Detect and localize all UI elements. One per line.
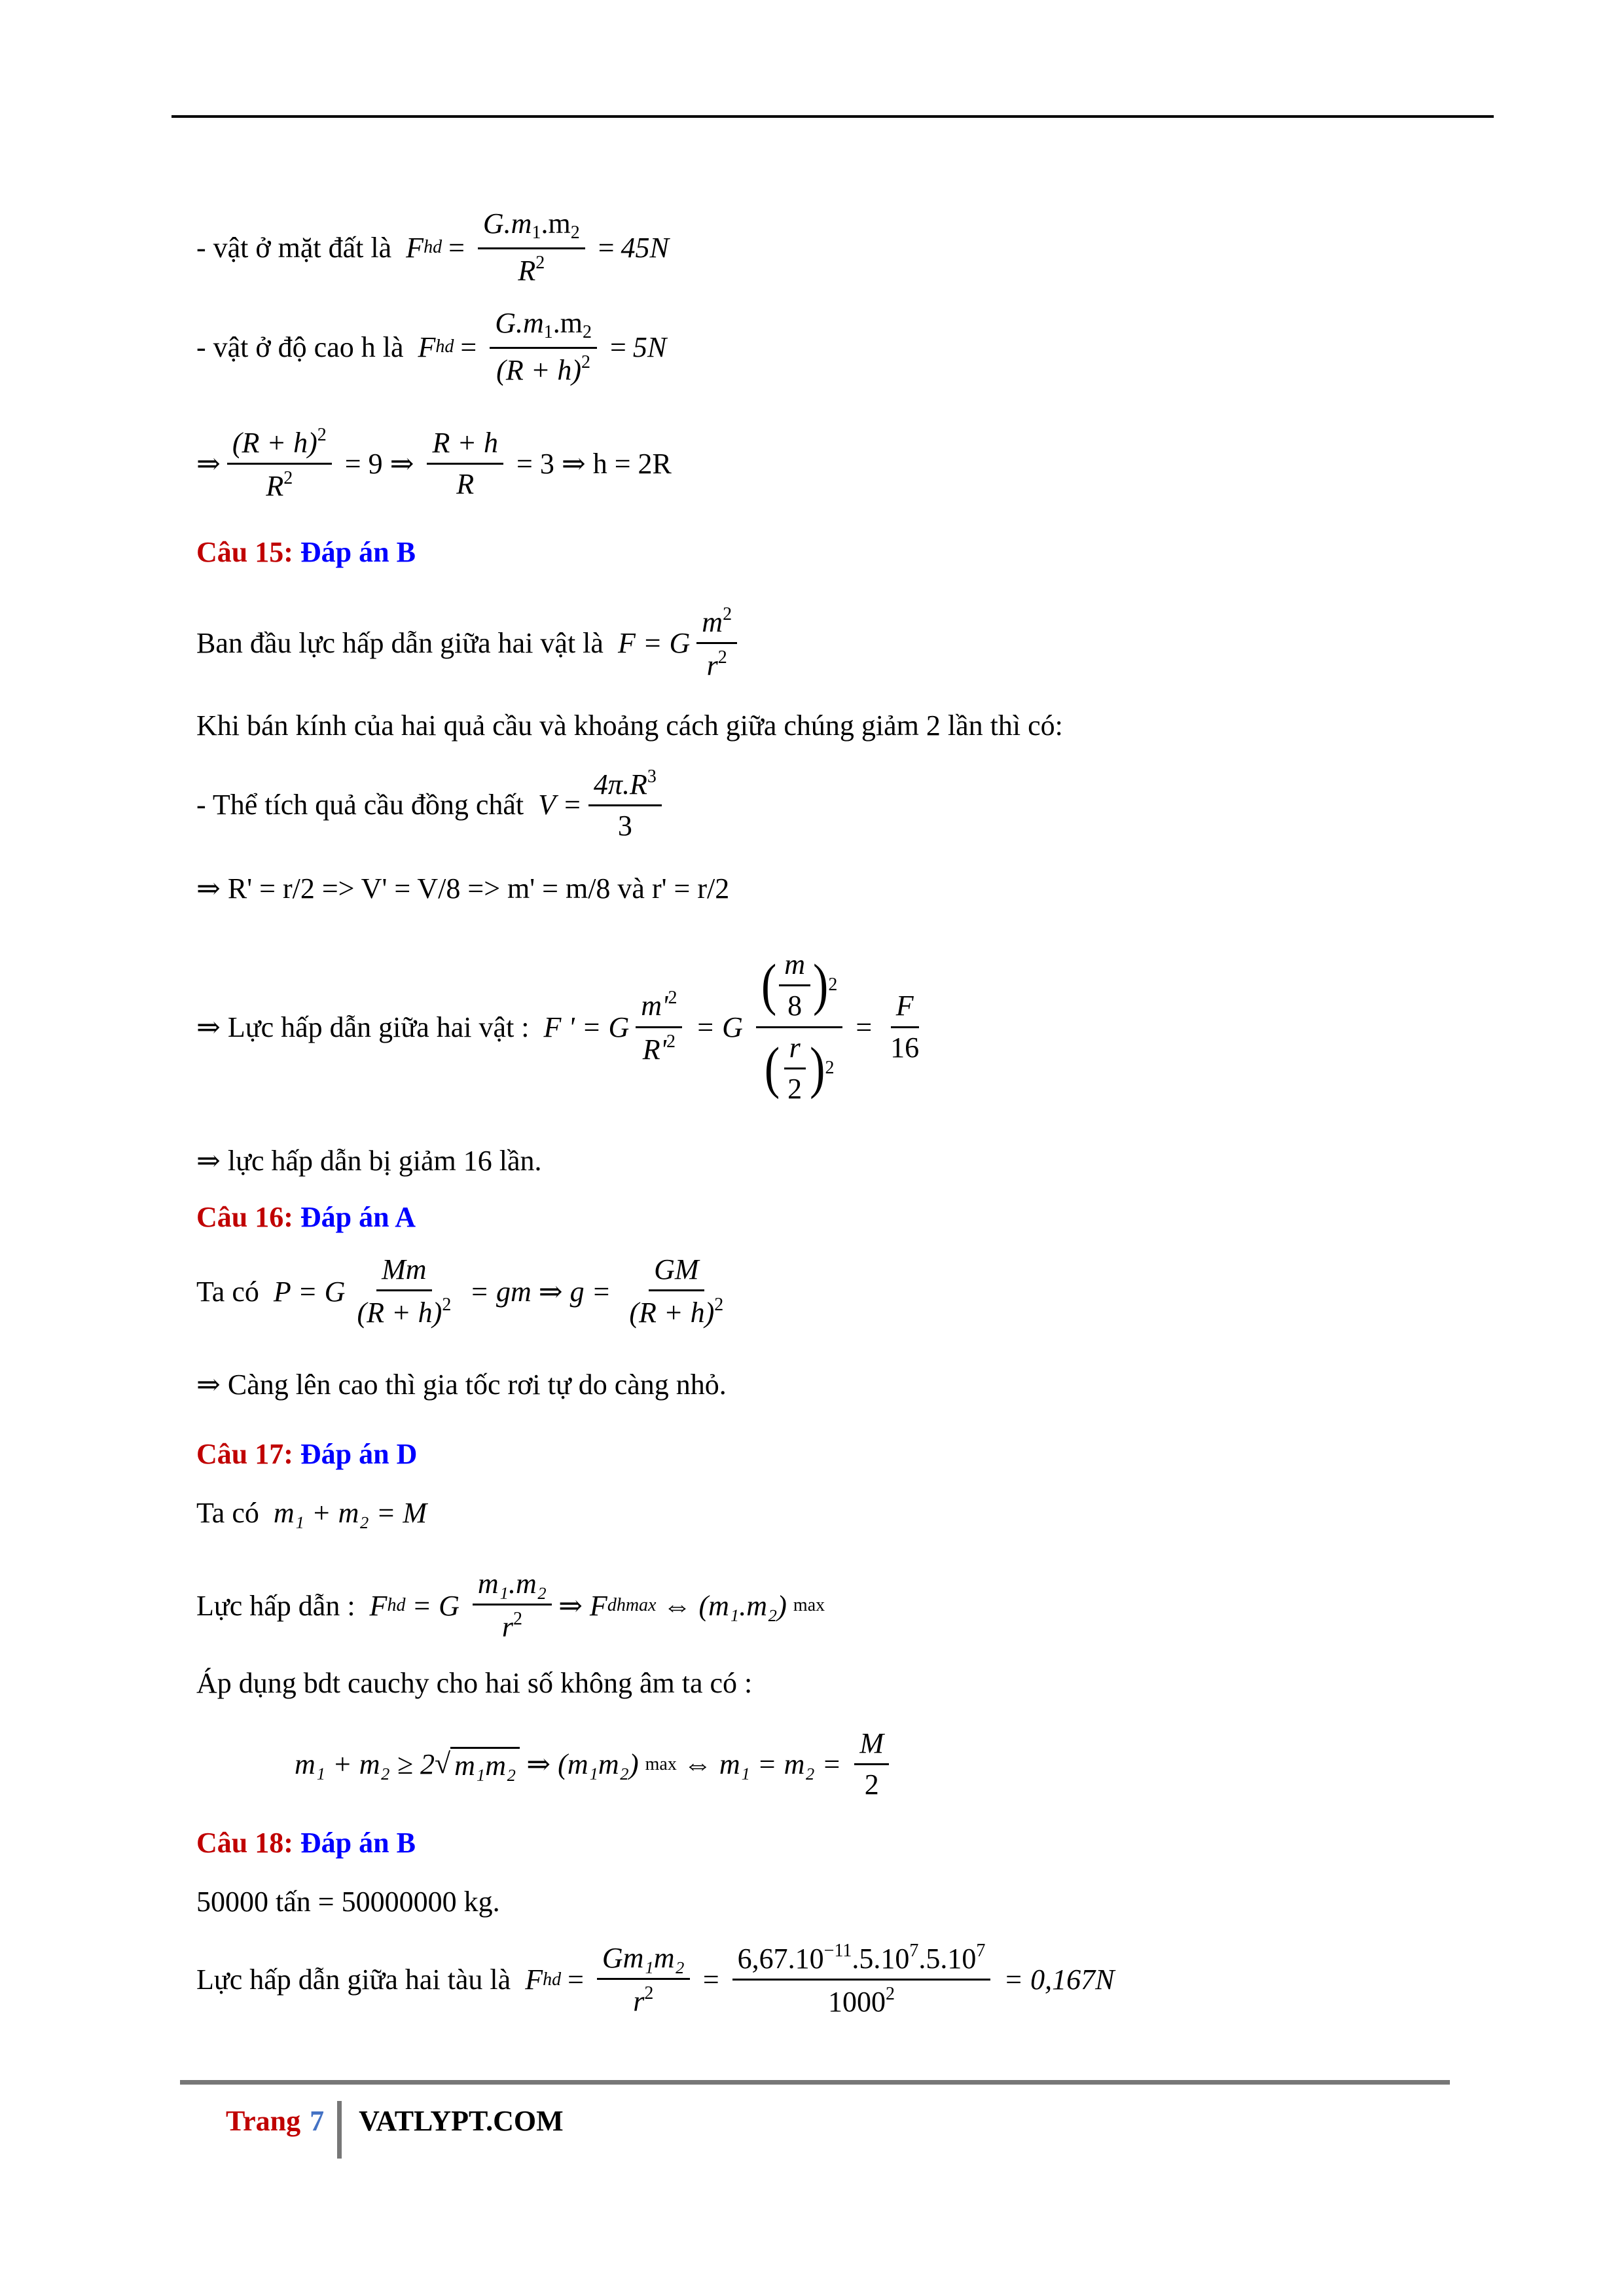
q16-heading: Câu 16: Đáp án A [196, 1201, 416, 1233]
line-ratio [196, 425, 678, 503]
text-surface: - vật ở mặt đất là [196, 231, 392, 264]
footer-site: VATLYPT.COM [359, 2104, 564, 2137]
footer-page-number: 7 [310, 2104, 325, 2137]
q15-condition: Khi bán kính của hai quả cầu và khoảng cách giữa chúng giảm 2 lần thì có: [196, 709, 1063, 742]
header-rule [171, 115, 1494, 118]
q15-heading: Câu 15: Đáp án B [196, 536, 416, 568]
equation-ratio: ⇒ $\frac{(R + h)^2}{R^2}$ = 9 ⇒ $\frac{R + h}{R}$ = 3 ⇒ h = 2R [196, 425, 672, 503]
q18-heading: Câu 18: Đáp án B [196, 1827, 416, 1859]
q16-conclusion: ⇒ Càng lên cao thì gia tốc rơi tự do càng nhỏ. [196, 1369, 727, 1401]
line-surface-force [196, 208, 669, 287]
q18-conversion: 50000 tấn = 50000000 kg. [196, 1886, 500, 1918]
q15-conclusion: ⇒ lực hấp dẫn bị giảm 16 lần. [196, 1145, 542, 1177]
q18-force: Lực hấp dẫn giữa hai tàu là F hd = $\frac{\text{Gm₁m₂}}{r^2}$ = $\frac{6,67.10^{-11}.5.10^7.5.10^7}{1000^2}$ = 0,167N [196, 1941, 1115, 2018]
q17-heading: Câu 17: Đáp án D [196, 1438, 418, 1470]
footer-page-label: Trang [226, 2104, 301, 2137]
footer-rule [180, 2080, 1450, 2085]
footer [226, 2092, 564, 2149]
q15-volume: - Thể tích quả cầu đồng chất V = $\frac{4\pi.R^3}{3}$ [196, 767, 668, 842]
text-height: - vật ở độ cao h là [196, 331, 404, 363]
q17-force: Lực hấp dẫn : F hd = G $\frac{\text{m₁.m₂}}{r^2}$ ⇒ F dhmax ⇔ (m₁.m₂) max [196, 1568, 825, 1643]
q17-cauchy-eq: m₁ + m₂ ≥ 2 √ m₁m₂ ⇒ (m₁m₂) max ⇔ m₁ = m₂ = $\frac{M}{2}$ [295, 1728, 895, 1801]
equation-height: F hd = $\frac{G.m_1.m_2}{(R + h)^2}$ = 5N [418, 307, 667, 386]
footer-divider [337, 2101, 342, 2159]
q15-new-force: ⇒ Lực hấp dẫn giữa hai vật : F ' = G $\frac{m'^2}{R'^2}$ = G ( $\frac{m}{8}$ ) 2 ( $\frac{r}{2}$ ) 2 = $\frac{F}{16}$ [196, 948, 920, 1105]
q15-substitution: ⇒ R' = r/2 => V' = V/8 => m' = m/8 và r' = r/2 [196, 872, 730, 905]
q17-mass-sum: Ta có m₁ + m₂ = M [196, 1497, 427, 1529]
line-height-force [196, 308, 666, 386]
equation-surface: F hd = $\frac{G.m_1.m_2}{R^2}$ = 45N [406, 207, 669, 287]
q15-initial-force: Ban đầu lực hấp dẫn giữa hai vật là F = G $\frac{m^2}{r^2}$ [196, 605, 744, 682]
q17-cauchy-text: Áp dụng bdt cauchy cho hai số không âm ta có : [196, 1667, 753, 1699]
q16-gravity: Ta có P = G $\frac{Mm}{(R + h)^2}$ = gm ⇒ g = $\frac{GM}{(R + h)^2}$ [196, 1253, 724, 1329]
